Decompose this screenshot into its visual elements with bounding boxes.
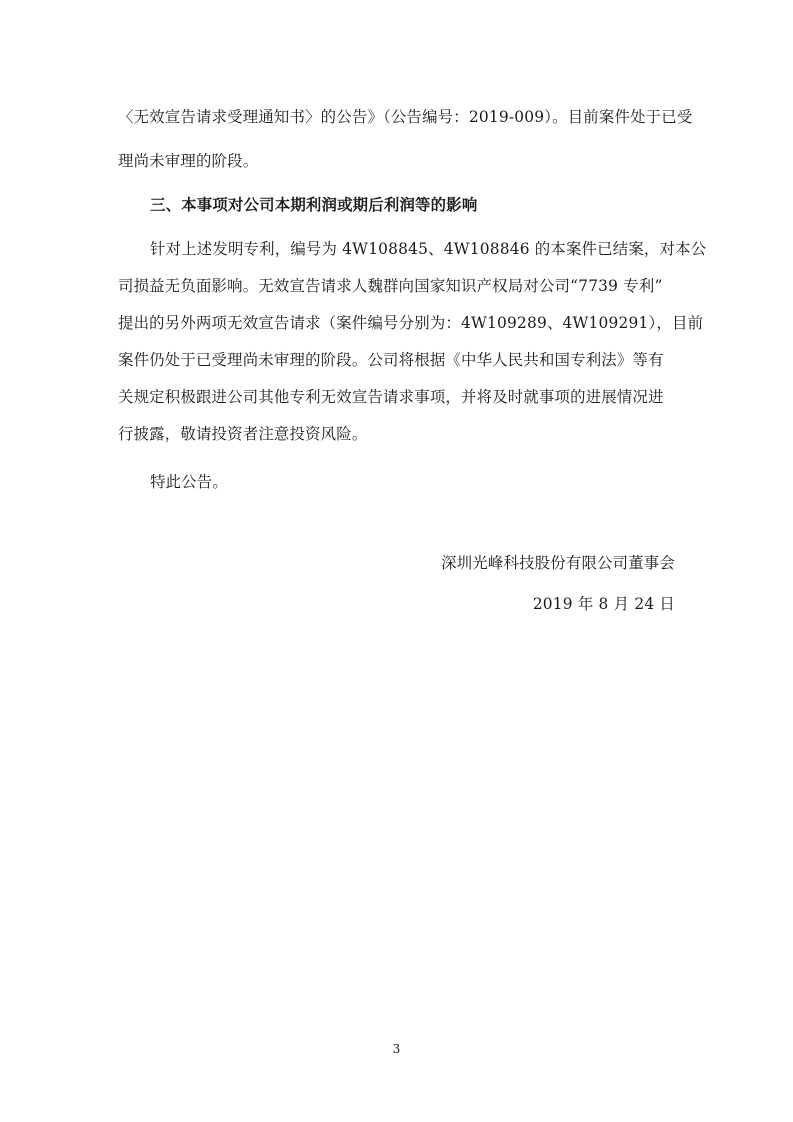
paragraph-line: 行披露，敬请投资者注意投资风险。: [118, 425, 368, 443]
paragraph-line: 针对上述发明专利，编号为 4W108845、4W108846 的本案件已结案，对本公: [150, 240, 707, 258]
section-heading: 三、本事项对公司本期利润或期后利润等的影响: [150, 196, 478, 214]
closing-statement: 特此公告。: [150, 473, 228, 491]
paragraph-line: 〈无效宣告请求受理通知书〉的公告》（公告编号：2019-009）。目前案件处于已受: [118, 108, 693, 126]
paragraph-line: 提出的另外两项无效宣告请求（案件编号分别为：4W109289、4W109291），目前: [118, 314, 704, 332]
paragraph-line: 案件仍处于已受理尚未审理的阶段。公司将根据《中华人民共和国专利法》等有: [118, 351, 664, 369]
page-number: 3: [392, 1042, 401, 1056]
signature-date: 2019 年 8 月 24 日: [532, 595, 675, 613]
signature-company: 深圳光峰科技股份有限公司董事会: [441, 554, 675, 572]
paragraph-line: 理尚未审理的阶段。: [118, 152, 259, 170]
paragraph-line: 关规定积极跟进公司其他专利无效宣告请求事项，并将及时就事项的进展情况进: [118, 388, 664, 406]
paragraph-line: 司损益无负面影响。无效宣告请求人魏群向国家知识产权局对公司“7739 专利”: [118, 277, 663, 295]
